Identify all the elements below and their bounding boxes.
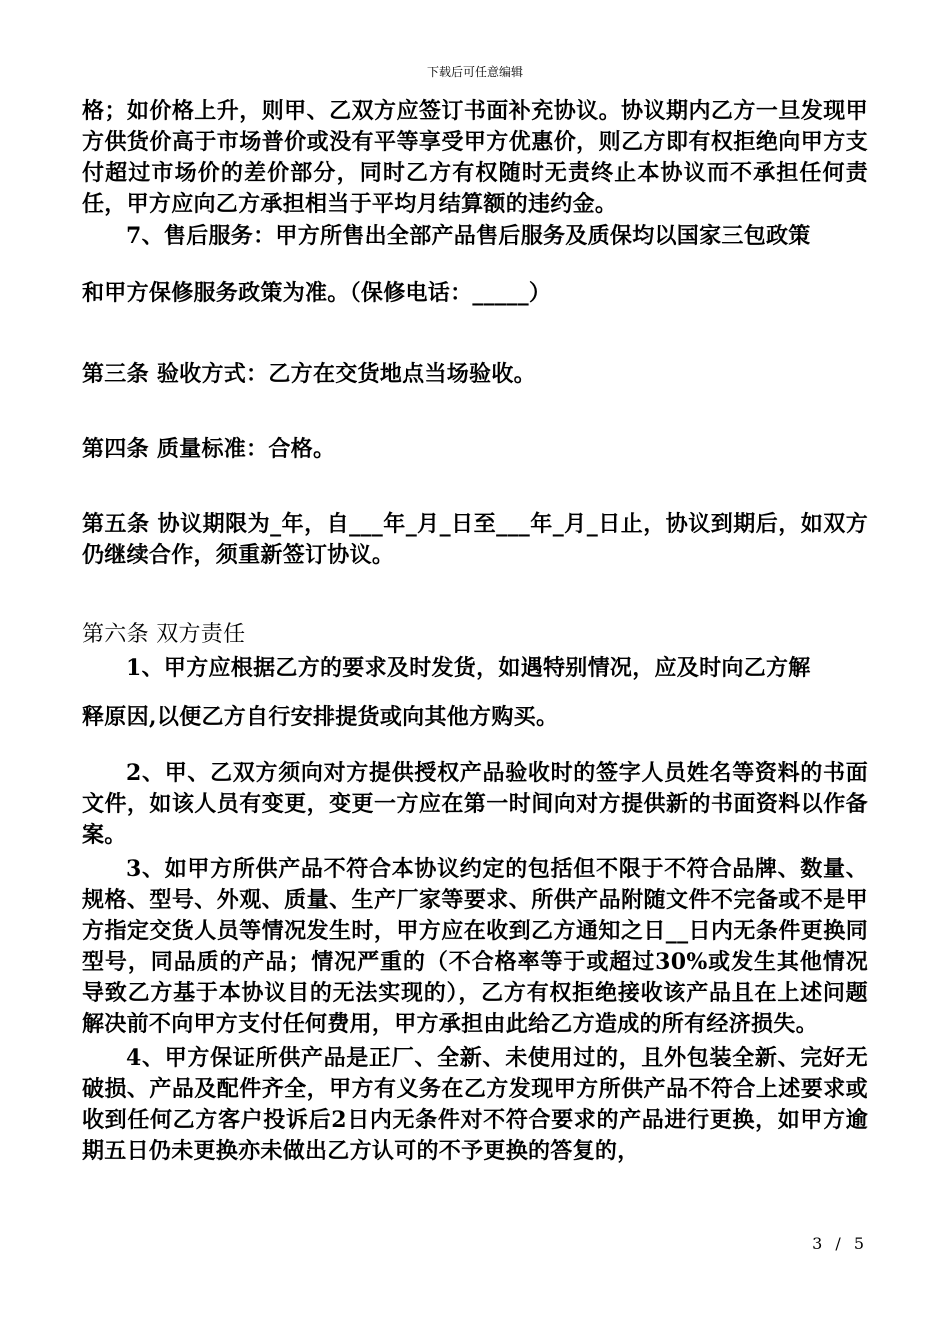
article-five-term: 第五条 协议期限为_年，自___年_月_日至___年_月_日止，协议到期后，如双方仍继续合作，须重新签订协议。: [82, 511, 868, 568]
article-three-inspection: 第三条 验收方式：乙方在交货地点当场验收。: [82, 361, 536, 387]
article-six-title: 第六条 双方责任: [82, 622, 246, 647]
responsibility-1-line2: 释原因,以便乙方自行安排提货或向其他方购买。: [82, 704, 559, 730]
page-header: 下载后可任意编辑: [426, 65, 523, 79]
page-number: 3 / 5: [812, 1234, 868, 1253]
responsibility-2: 2、甲、乙双方须向对方提供授权产品验收时的签字人员姓名等资料的书面文件，如该人员有变更，变更一方应在第一时间向对方提供新的书面资料以作备案。: [82, 760, 868, 848]
paragraph-price-clause: 格；如价格上升，则甲、乙双方应签订书面补充协议。协议期内乙方一旦发现甲方供货价高于市场普价或没有平等享受甲方优惠价，则乙方即有权拒绝向甲方支付超过市场价的差价部分，同时乙方有权随时无责终止本协议而不承担任何责任，甲方应向乙方承担相当于平均月结算额的违约金。: [82, 98, 868, 217]
paragraph-after-sales-line2: 和甲方保修服务政策为准。（保修电话：_____）: [82, 280, 552, 306]
article-four-quality: 第四条 质量标准：合格。: [82, 436, 336, 462]
responsibility-3: 3、如甲方所供产品不符合本协议约定的包括但不限于不符合品牌、数量、规格、型号、外观、质量、生产厂家等要求、所供产品附随文件不完备或不是甲方指定交货人员等情况发生时，甲方应在收到乙方通知之日__日内无条件更换同型号，同品质的产品；情况严重的（不合格率等于或超过30%或发生其他情况导致乙方基于本协议目的无法实现的），乙方有权拒绝接收该产品且在上述问题解决前不向甲方支付任何费用，甲方承担由此给乙方造成的所有经济损失。: [82, 856, 868, 1037]
paragraph-after-sales-line1: 7、售后服务：甲方所售出全部产品售后服务及质保均以国家三包政策: [126, 223, 811, 249]
document-body: [82, 96, 868, 1167]
responsibility-4: 4、甲方保证所供产品是正厂、全新、未使用过的，且外包装全新、完好无破损、产品及配件齐全，甲方有义务在乙方发现甲方所供产品不符合上述要求或收到任何乙方客户投诉后2日内无条件对不符合要求的产品进行更换，如甲方逾期五日仍未更换亦未做出乙方认可的不予更换的答复的，: [82, 1045, 868, 1164]
responsibility-1-line1: 1、甲方应根据乙方的要求及时发货，如遇特别情况，应及时向乙方解: [126, 655, 811, 681]
